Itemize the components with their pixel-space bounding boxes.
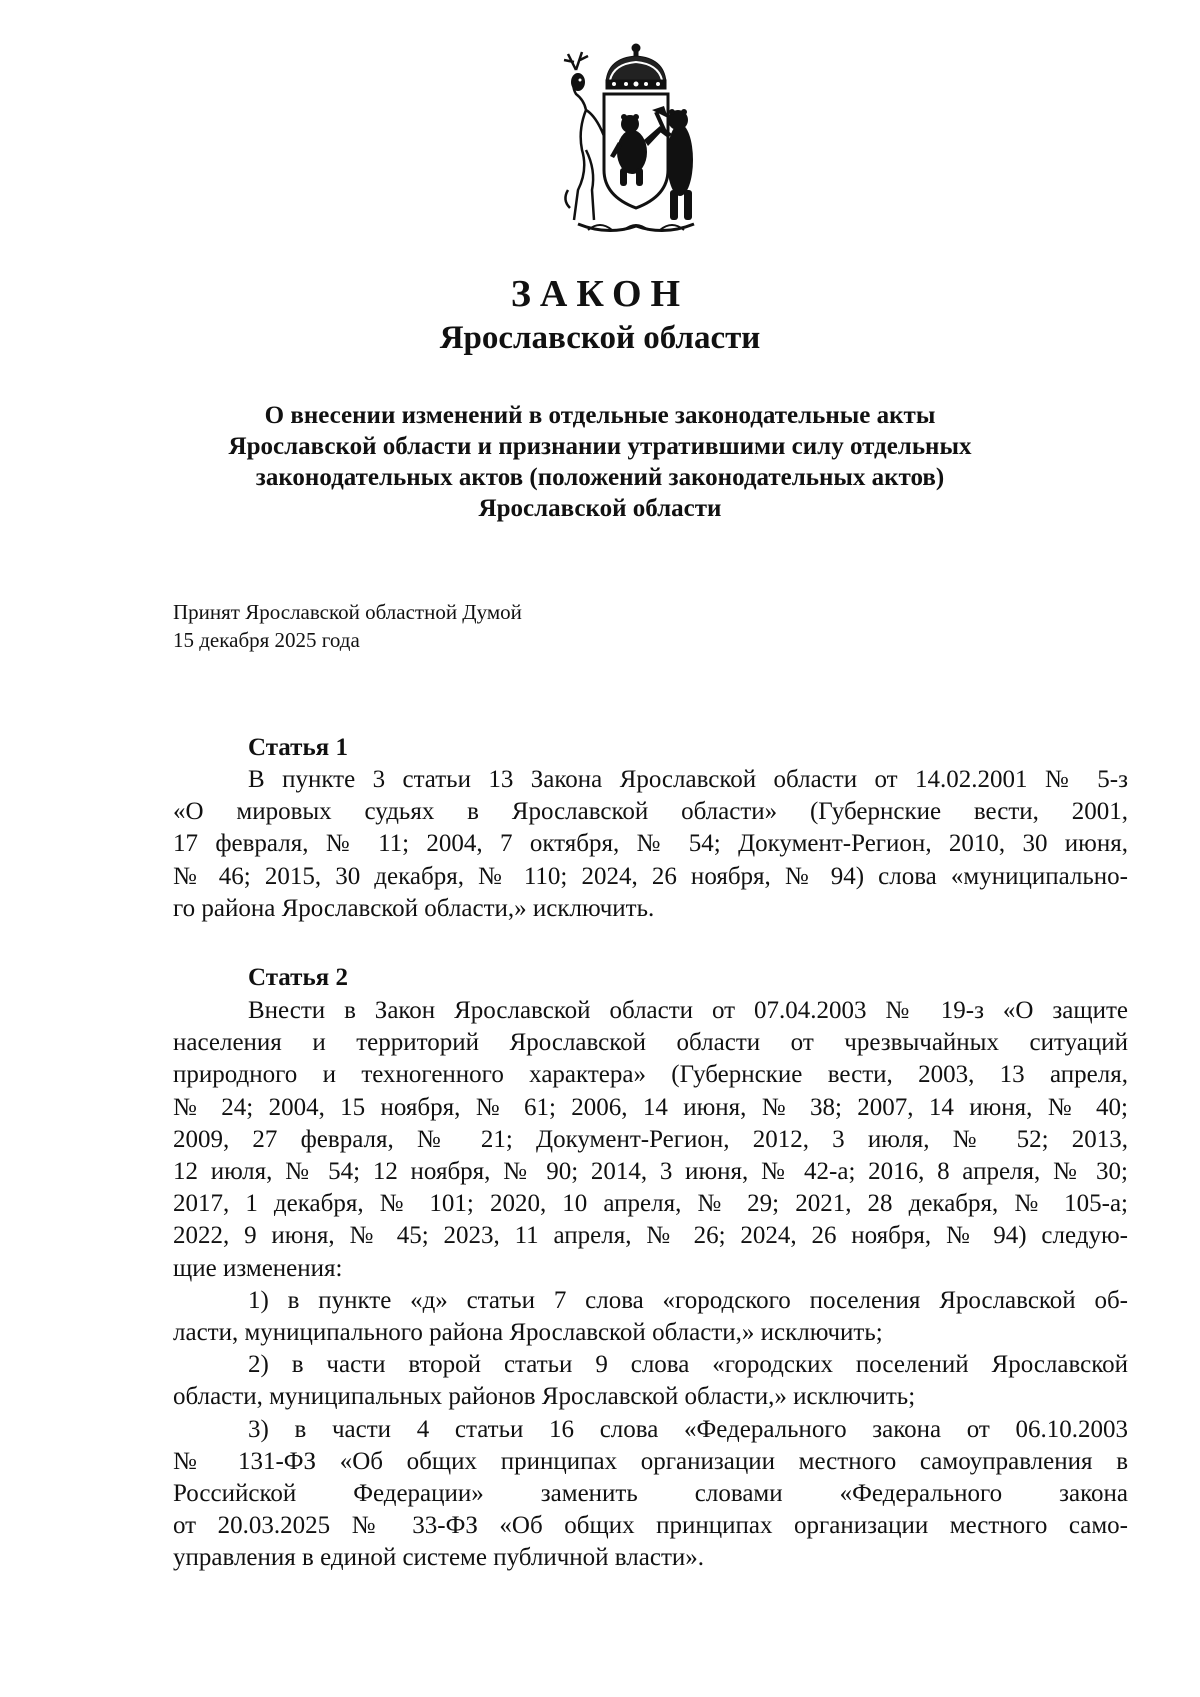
article-2-line: 12 июля, № 54; 12 ноября, № 90; 2014, 3 июня, № 42-а; 2016, 8 апреля, № 30; <box>173 1158 1128 1186</box>
article-2-line: природного и техногенного характера» (Губернские вести, 2003, 13 апреля, <box>173 1061 1128 1089</box>
article-1-line: «О мировых судьях в Ярославской области» (Губернские вести, 2001, <box>173 798 1128 826</box>
article-1-line: 17 февраля, № 11; 2004, 7 октября, № 54; Документ-Регион, 2010, 30 июня, <box>173 830 1128 858</box>
law-heading-line: законодательных актов (положений законодательных актов) <box>255 464 945 491</box>
article-2-line: 2017, 1 декабря, № 101; 2020, 10 апреля, № 29; 2021, 28 декабря, № 105-а; <box>173 1190 1128 1218</box>
amendment-item-3-line: 3) в части 4 статьи 16 слова «Федерального закона от 06.10.2003 <box>248 1415 1128 1443</box>
article-2-line: № 24; 2004, 15 ноября, № 61; 2006, 14 июня, № 38; 2007, 14 июня, № 40; <box>173 1093 1128 1121</box>
yaroslavl-coat-of-arms-icon <box>548 40 698 240</box>
amendment-item-3-line: управления в единой системе публичной власти». <box>173 1544 704 1572</box>
law-heading-line: Ярославской области <box>478 495 722 522</box>
law-heading-line: О внесении изменений в отдельные законодательные акты <box>264 402 936 429</box>
amendment-item-1-line: ласти, муниципального района Ярославской области,» исключить; <box>173 1319 883 1347</box>
article-1-title: Статья 1 <box>248 734 348 761</box>
article-2-line: щие изменения: <box>173 1254 343 1282</box>
article-2-line: населения и территорий Ярославской области от чрезвычайных ситуаций <box>173 1029 1128 1057</box>
document-type-title: ЗАКОН <box>510 273 690 315</box>
amendment-item-3-line: № 131-ФЗ «Об общих принципах организации местного самоуправления в <box>173 1447 1128 1475</box>
article-2-text <box>173 995 1128 1575</box>
article-1-line: В пункте 3 статьи 13 Закона Ярославской области от 14.02.2001 № 5-з <box>248 766 1128 793</box>
amendment-item-1-line: 1) в пункте «д» статьи 7 слова «городского поселения Ярославской об- <box>248 1286 1128 1314</box>
article-1-line: № 46; 2015, 30 декабря, № 110; 2024, 26 ноября, № 94) слова «муниципально- <box>173 862 1128 890</box>
coat-of-arms-emblem <box>548 40 698 240</box>
article-2-title: Статья 2 <box>248 964 348 991</box>
document-region-title: Ярославской области <box>439 320 761 356</box>
amendment-item-3-line: от 20.03.2025 № 33-ФЗ «Об общих принципах организации местного само- <box>173 1512 1128 1540</box>
adoption-date: 15 декабря 2025 года <box>173 628 360 652</box>
adoption-body: Принят Ярославской областной Думой <box>173 600 522 624</box>
article-1-text <box>173 764 1128 925</box>
amendment-item-2-line: 2) в части второй статьи 9 слова «городских поселений Ярославской <box>248 1351 1128 1379</box>
article-1-line: го района Ярославской области,» исключить. <box>173 894 655 922</box>
amendment-item-3-line: Российской Федерации» заменить словами «Федерального закона <box>173 1480 1128 1508</box>
law-heading-line: Ярославской области и признании утратившими силу отдельных <box>228 433 972 460</box>
article-2-line: 2009, 27 февраля, № 21; Документ-Регион, 2012, 3 июля, № 52; 2013, <box>173 1125 1128 1153</box>
article-2-line: 2022, 9 июня, № 45; 2023, 11 апреля, № 26; 2024, 26 ноября, № 94) следую- <box>173 1222 1128 1250</box>
article-2-line: Внести в Закон Ярославской области от 07.04.2003 № 19-з «О защите <box>248 997 1128 1024</box>
law-heading <box>195 400 1005 524</box>
adoption-note <box>173 598 522 654</box>
amendment-item-2-line: области, муниципальных районов Ярославской области,» исключить; <box>173 1383 916 1411</box>
